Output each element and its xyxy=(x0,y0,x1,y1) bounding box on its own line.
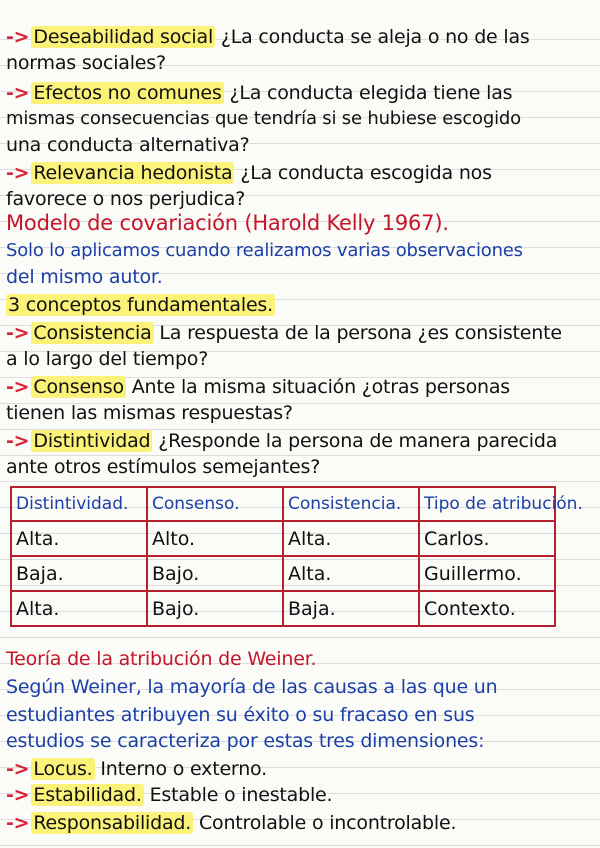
line-text: La respuesta de la persona ¿es consistente xyxy=(159,322,562,344)
note-line xyxy=(6,186,596,212)
table-header-cell: Consenso. xyxy=(147,487,283,521)
kelly-intro-line: del mismo autor. xyxy=(6,266,163,288)
arrow-icon: -> xyxy=(6,812,30,834)
line-text: favorece o nos perjudica? xyxy=(6,188,246,210)
table-cell: Alta. xyxy=(11,591,147,626)
table-cell: Alta. xyxy=(283,556,419,591)
concept-distintividad xyxy=(6,428,596,454)
arrow-icon: -> xyxy=(6,758,30,780)
note-line xyxy=(6,454,596,480)
table-header-cell: Distintividad. xyxy=(11,487,147,521)
kelly-intro-line: Solo lo aplicamos cuando realizamos varias observaciones xyxy=(6,240,523,261)
line-text: Controlable o incontrolable. xyxy=(198,812,457,834)
line-text: Interno o externo. xyxy=(100,758,267,780)
line-text: a lo largo del tiempo? xyxy=(6,348,209,370)
line-text: ¿Responde la persona de manera parecida xyxy=(158,430,558,452)
kelly-heading: Modelo de covariación (Harold Kelly 1967). xyxy=(6,211,449,235)
attribution-table xyxy=(10,486,583,627)
arrow-icon: -> xyxy=(6,162,30,184)
arrow-icon: -> xyxy=(6,26,30,48)
dimension-locus xyxy=(6,756,596,782)
table-row xyxy=(11,556,555,591)
note-line xyxy=(6,400,596,426)
table-cell: Baja. xyxy=(11,556,147,591)
line-text: ante otros estímulos semejantes? xyxy=(6,456,321,478)
note-line-relevancia xyxy=(6,160,596,186)
line-text: ¿La conducta elegida tiene las xyxy=(229,82,513,104)
note-line-deseabilidad xyxy=(6,24,596,50)
line-text: mismas consecuencias que tendría si se hubiese escogido xyxy=(6,108,521,129)
line-text: Ante la misma situación ¿otras personas xyxy=(131,376,510,398)
weiner-intro-line: estudios se caracteriza por estas tres dimensiones: xyxy=(6,730,485,752)
dimension-responsabilidad xyxy=(6,810,596,836)
table-cell: Bajo. xyxy=(147,556,283,591)
weiner-intro-line: Según Weiner, la mayoría de las causas a las que un xyxy=(6,676,498,698)
arrow-icon: -> xyxy=(6,430,30,452)
table-cell: Alta. xyxy=(11,521,147,556)
term-estabilidad: Estabilidad. xyxy=(33,784,142,806)
line-text: normas sociales? xyxy=(6,52,166,74)
arrow-icon: -> xyxy=(6,784,30,806)
term-efectos-no-comunes: Efectos no comunes xyxy=(33,82,222,104)
concept-consistencia xyxy=(6,320,596,346)
term-relevancia-hedonista: Relevancia hedonista xyxy=(33,162,233,184)
weiner-heading: Teoría de la atribución de Weiner. xyxy=(6,648,317,670)
table-header-cell: Tipo de atribución. xyxy=(419,487,555,521)
term-distintividad: Distintividad xyxy=(33,430,151,452)
note-line xyxy=(6,106,596,132)
note-line xyxy=(6,346,596,372)
table-cell: Contexto. xyxy=(419,591,555,626)
table-header-cell: Consistencia. xyxy=(283,487,419,521)
term-consistencia: Consistencia xyxy=(33,322,152,344)
table-cell: Alta. xyxy=(283,521,419,556)
term-deseabilidad-social: Deseabilidad social xyxy=(33,26,214,48)
weiner-intro-line: estudiantes atribuyen su éxito o su fracaso en sus xyxy=(6,704,475,726)
line-text: Estable o inestable. xyxy=(149,784,333,806)
line-text: ¿La conducta escogida nos xyxy=(240,162,492,184)
arrow-icon: -> xyxy=(6,376,30,398)
concept-consenso xyxy=(6,374,596,400)
concepts-heading: 3 conceptos fundamentales. xyxy=(8,294,273,316)
table-cell: Bajo. xyxy=(147,591,283,626)
note-line-efectos xyxy=(6,80,596,106)
line-text: tienen las mismas respuestas? xyxy=(6,402,293,424)
term-locus: Locus. xyxy=(33,758,93,780)
concepts-heading-line xyxy=(6,292,596,318)
term-responsabilidad: Responsabilidad. xyxy=(33,812,192,834)
table-header-row xyxy=(11,487,555,521)
table-cell: Guillermo. xyxy=(419,556,555,591)
table-cell: Carlos. xyxy=(419,521,555,556)
line-text: ¿La conducta se aleja o no de las xyxy=(220,26,530,48)
dimension-estabilidad xyxy=(6,782,596,808)
note-line xyxy=(6,132,596,158)
arrow-icon: -> xyxy=(6,82,30,104)
table-row xyxy=(11,521,555,556)
line-text: una conducta alternativa? xyxy=(6,134,250,156)
table-row xyxy=(11,591,555,626)
arrow-icon: -> xyxy=(6,322,30,344)
term-consenso: Consenso xyxy=(33,376,124,398)
note-line xyxy=(6,50,596,76)
table-cell: Alto. xyxy=(147,521,283,556)
table-cell: Baja. xyxy=(283,591,419,626)
